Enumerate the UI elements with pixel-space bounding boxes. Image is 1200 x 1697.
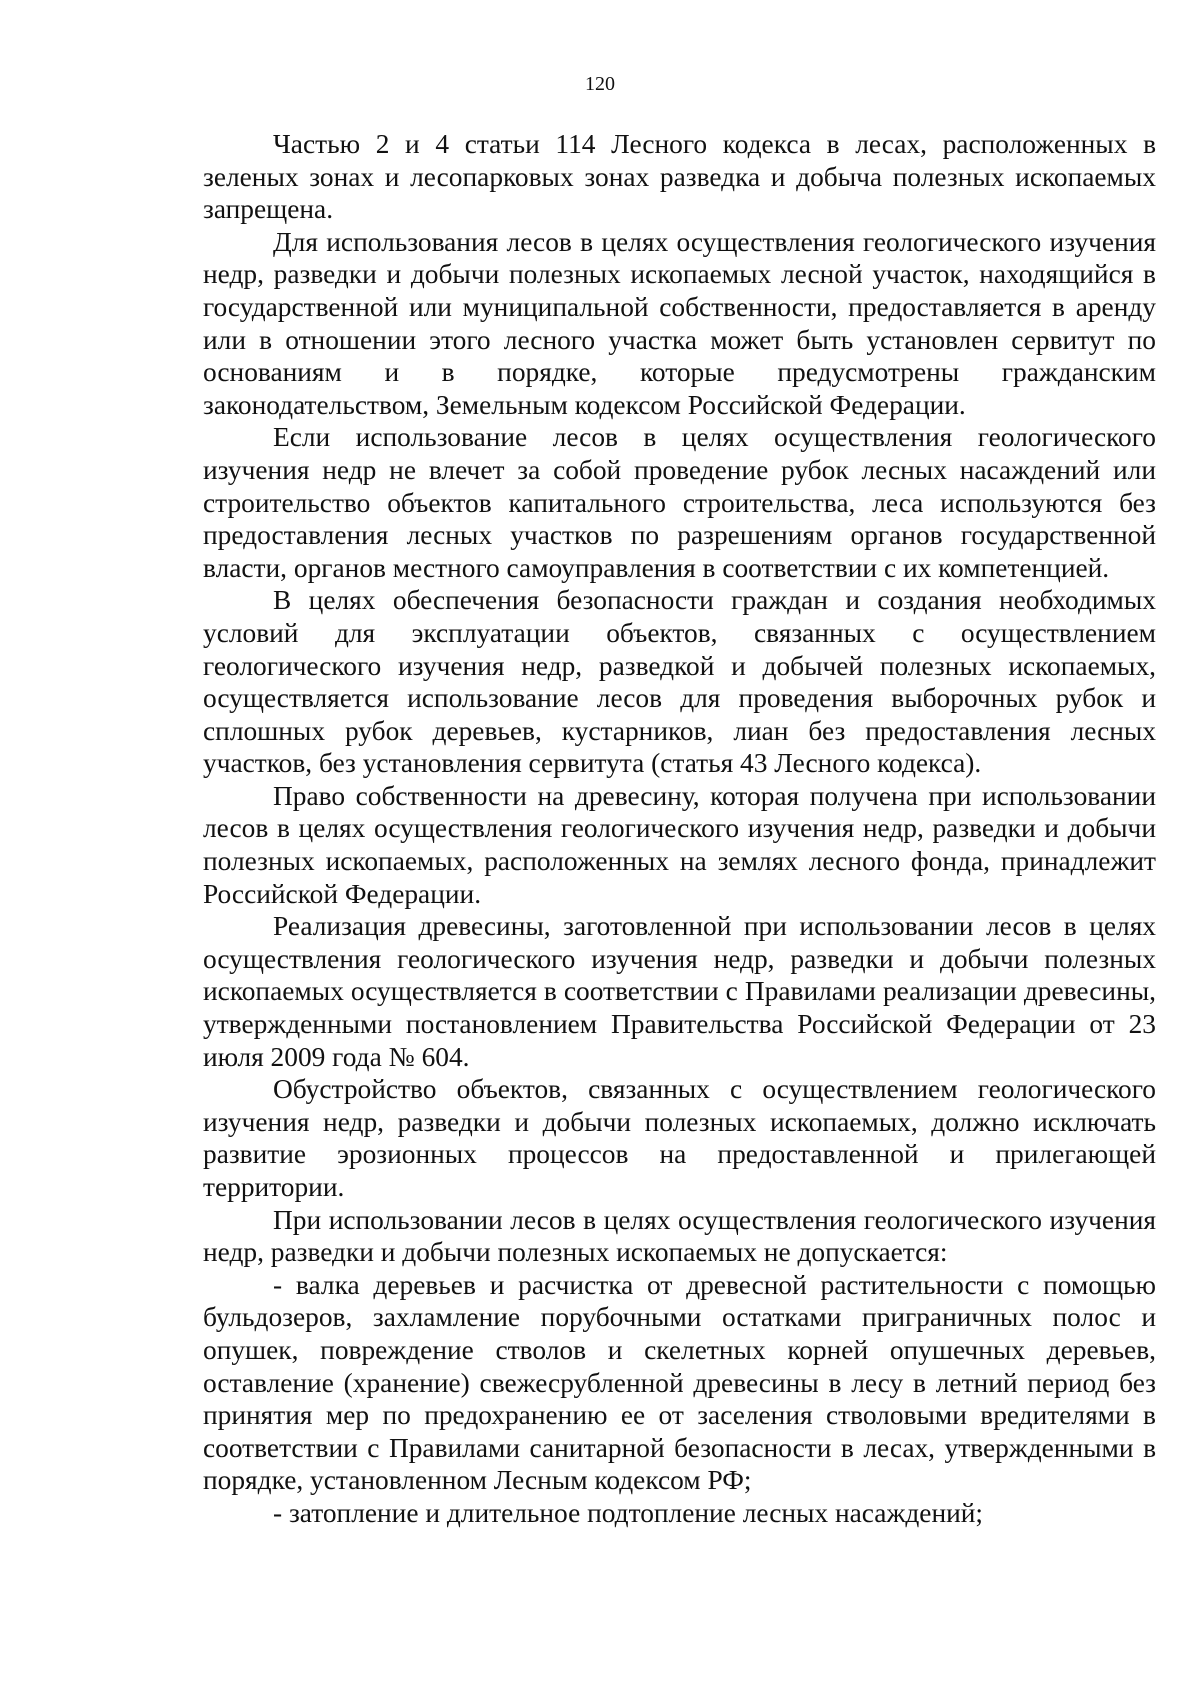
paragraph-1: Частью 2 и 4 статьи 114 Лесного кодекса в лесах, расположенных в зеленых зонах и лесопарковых зонах разведка и добыча полезных ископаемых запрещена. xyxy=(203,129,1156,225)
body-text xyxy=(203,128,1156,1530)
paragraph-3: Если использование лесов в целях осуществления геологического изучения недр не влечет за собой проведение рубок лесных насаждений или строительство объектов капитального строительства, леса используются без предоставления лесных участков по разрешениям органов государственной власти, органов местного самоуправления в соответствии с их компетенцией. xyxy=(203,422,1156,583)
paragraph-4: В целях обеспечения безопасности граждан и создания необходимых условий для эксплуатации объектов, связанных с осуществлением геологического изучения недр, разведкой и добычей полезных ископаемых, осуществляется использование лесов для проведения выборочных рубок и сплошных рубок деревьев, кустарников, лиан без предоставления лесных участков, без установления сервитута (статья 43 Лесного кодекса). xyxy=(203,585,1156,779)
paragraph-5: Право собственности на древесину, которая получена при использовании лесов в целях осуществления геологического изучения недр, разведки и добычи полезных ископаемых, расположенных на землях лесного фонда, принадлежит Российской Федерации. xyxy=(203,780,1156,909)
paragraph-2: Для использования лесов в целях осуществления геологического изучения недр, разведки и добычи полезных ископаемых лесной участок, находящийся в государственной или муниципальной собственности, предоставляется в аренду или в отношении этого лесного участка может быть установлен сервитут по основаниям и в порядке, которые предусмотрены гражданским законодательством, Земельным кодексом Российской Федерации. xyxy=(203,226,1156,420)
list-item-2: - затопление и длительное подтопление лесных насаждений; xyxy=(273,1497,984,1528)
paragraph-7: Обустройство объектов, связанных с осуществлением геологического изучения недр, разведки и добычи полезных ископаемых, должно исключать развитие эрозионных процессов на предоставленной и прилегающей территории. xyxy=(203,1074,1156,1202)
page-number: 120 xyxy=(585,73,615,95)
paragraph-6: Реализация древесины, заготовленной при использовании лесов в целях осуществления геологического изучения недр, разведки и добычи полезных ископаемых осуществляется в соответствии с Правилами реализации древесины, утвержденными постановлением Правительства Российской Федерации от 23 июля 2009 года № 604. xyxy=(203,911,1156,1072)
list-item-1: - валка деревьев и расчистка от древесной растительности с помощью бульдозеров, захламление порубочными остатками приграничных полос и опушек, повреждение стволов и скелетных корней опушечных деревьев, оставление (хранение) свежесрубленной древесины в лесу в летний период без принятия мер по предохранению ее от заселения стволовыми вредителями в соответствии с Правилами санитарной безопасности в лесах, утвержденными в порядке, установленном Лесным кодексом РФ; xyxy=(203,1269,1156,1496)
paragraph-8: При использовании лесов в целях осуществления геологического изучения недр, разведки и добычи полезных ископаемых не допускается: xyxy=(203,1204,1156,1268)
